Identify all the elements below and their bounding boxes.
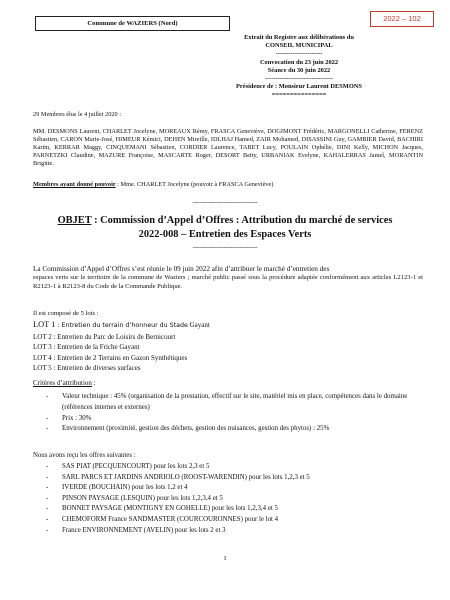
header-separator: ----------------------: [275, 50, 323, 58]
lot-item: [33, 320, 413, 332]
header-seance: Séance du 30 juin 2022: [267, 66, 331, 74]
lot-label: LOT 3: [33, 343, 52, 352]
lot-description: : Entretien du terrain d’honneur du Stade: [55, 322, 188, 329]
lots-list: [33, 320, 413, 374]
offers-intro: Nous avons reçu les offres suivantes :: [33, 452, 136, 459]
criteria-text: Valeur technique : 45% (organisation de la prestation, effectif sur le site, matériel mis en place, compétences dans le domaine (références internes et externes): [62, 393, 408, 411]
criteria-title: Critères d’attribution: [33, 379, 92, 387]
members-proxy-line: [33, 181, 423, 189]
offer-text: CHEMOFORM France SANDMASTER (COURCOURONNES) pour le lot 4: [62, 515, 279, 523]
lot-description: : Entretien de diverses surfaces: [51, 364, 141, 373]
lot-description: : Entretien du Parc de Loisirs de Bernicourt: [51, 332, 176, 341]
header-separator: --------------------------------: [264, 75, 334, 83]
separator: ------------------------------------: [192, 200, 258, 206]
deliberation-reference-badge: 2022 – 102: [370, 11, 434, 27]
lot-description: : Entretien de la Friche Gayant: [51, 343, 140, 352]
offer-text: BONNET PAYSAGE (MONTIGNY EN GOHELLE) pour les lots 1,2,3,4 et 5: [62, 505, 278, 513]
lot-label: LOT 2: [33, 332, 52, 341]
lot-item: [33, 342, 413, 353]
offer-item: [46, 462, 422, 473]
offer-item: [46, 515, 422, 526]
lot-item: [33, 332, 413, 343]
dash-bullet-icon: -: [46, 414, 49, 422]
members-list: MM. DESMONS Laurent, CHARLET Jocelyne, MOREAUX Rémy, FRASCA Geneviève, DOGIMONT Frédéric, MARGONELLI Catherine, FERENZ Sébastien, CARON Marie-José, HIMEUR Kémici, DEHEN Mireille, IDLHAJ Hamed, ZAIR Mohamed, DISASSINI Guy, GAMBIER David, BACHIRI Karim, KERRAR Maggy, CINQUEMANI Sébastien, CORDIER Laurence, TABET Lucy, POULAIN Ophélie, DINI Kelly, MICHON Jacques, PARNETZKI Claudine, MAZURE Françoise, MASCARTE Roger, DESORT Betty, URBANIAK Evelyne, KAHALERRAS Jamel, MORANTIN Brigitte.: [33, 128, 423, 167]
dash-bullet-icon: -: [46, 505, 49, 513]
separator: ------------------------------------: [192, 245, 258, 251]
offer-item: [46, 483, 422, 494]
offer-text: PINSON PAYSAGE (LESQUIN) pour les lots 1,2,3,4 et 5: [62, 494, 223, 502]
lot-description-extra: Gayant: [187, 321, 210, 329]
offers-list: [46, 462, 422, 536]
lot-item: [33, 363, 413, 374]
dash-bullet-icon: -: [46, 515, 49, 523]
deliberation-header: [225, 34, 373, 100]
subject-label: OBJET: [57, 215, 92, 226]
commune-header-box: Commune de WAZIERS (Nord): [35, 16, 230, 31]
offer-item: [46, 494, 422, 505]
dash-bullet-icon: -: [46, 494, 49, 502]
criteria-colon: :: [91, 379, 96, 387]
header-separator: ===============: [271, 91, 327, 99]
deliberation-subject: [30, 214, 420, 242]
lot-label: LOT 5: [33, 364, 52, 373]
lot-label: LOT 4: [33, 353, 52, 362]
dash-bullet-icon: -: [46, 484, 49, 492]
offer-item: [46, 473, 422, 484]
header-convocation: Convocation du 23 juin 2022: [259, 58, 339, 66]
criteria-item: [46, 424, 422, 435]
criteria-item: [46, 392, 422, 414]
header-council-line: CONSEIL MUNICIPAL: [265, 42, 333, 50]
header-registry-line: Extrait du Registre aux délibérations du: [244, 34, 354, 41]
lot-item: [33, 353, 413, 364]
members-elected-line: 29 Membres élus le 4 juillet 2020 :: [33, 111, 121, 118]
intro-paragraph: espaces verts sur le territoire de la commune de Waziers ; marché public passé sous la procédure adaptée conformément aux articles L2123-1 et R2123-1 à R2123-8 du Code de la Commande Publique.: [33, 274, 423, 290]
offer-text: SARL PARCS ET JARDINS ANDRIOLO (ROOST-WARENDIN) pour les lots 1,2,3 et 5: [62, 473, 310, 481]
proxy-text: : Mme. CHARLET Jocelyne (pouvoir à FRASCA Geneviève): [115, 181, 274, 188]
dash-bullet-icon: -: [46, 425, 49, 433]
dash-bullet-icon: -: [46, 473, 49, 481]
dash-bullet-icon: -: [46, 393, 49, 400]
header-presidence: Présidence de : Monsieur Laurent DESMONS: [236, 83, 362, 91]
subject-line-2: 2022-008 – Entretien des Espaces Verts: [138, 229, 312, 240]
offer-text: France ENVIRONNEMENT (AVELIN) pour les lots 2 et 3: [62, 526, 226, 534]
page-number: 1: [223, 555, 227, 562]
dash-bullet-icon: -: [46, 526, 49, 534]
criteria-title-line: [33, 380, 423, 388]
criteria-item: [46, 414, 422, 425]
criteria-text: Prix : 30%: [62, 414, 92, 422]
offer-item: [46, 526, 422, 537]
offer-text: SAS PIAT (PECQUENCOURT) pour les lots 2,3 et 5: [62, 463, 210, 470]
subject-line-1: : Commission d’Appel d’Offres : Attribution du marché de services: [91, 215, 393, 226]
lot-description: : Entretien de 2 Terrains en Gazon Synthétiques: [51, 353, 188, 362]
offer-text: IVERDE (BOUCHAIN) pour les lots 1,2 et 4: [62, 484, 188, 492]
proxy-label: Membres ayant donné pouvoir: [33, 181, 116, 188]
offer-item: [46, 504, 422, 515]
dash-bullet-icon: -: [46, 463, 49, 470]
lots-intro: Il est composé de 5 lots :: [33, 310, 99, 317]
lot-label: LOT 1: [33, 320, 56, 329]
criteria-text: Environnement (proximité, gestion des déchets, gestion des nuisances, gestion des phytos) : 25%: [62, 425, 330, 433]
intro-handwritten-line: La Commission d’Appel d’Offres s’est réunie le 09 juin 2022 afin d’attribuer le marché d’entretien des: [33, 265, 330, 273]
criteria-list: [46, 392, 422, 435]
